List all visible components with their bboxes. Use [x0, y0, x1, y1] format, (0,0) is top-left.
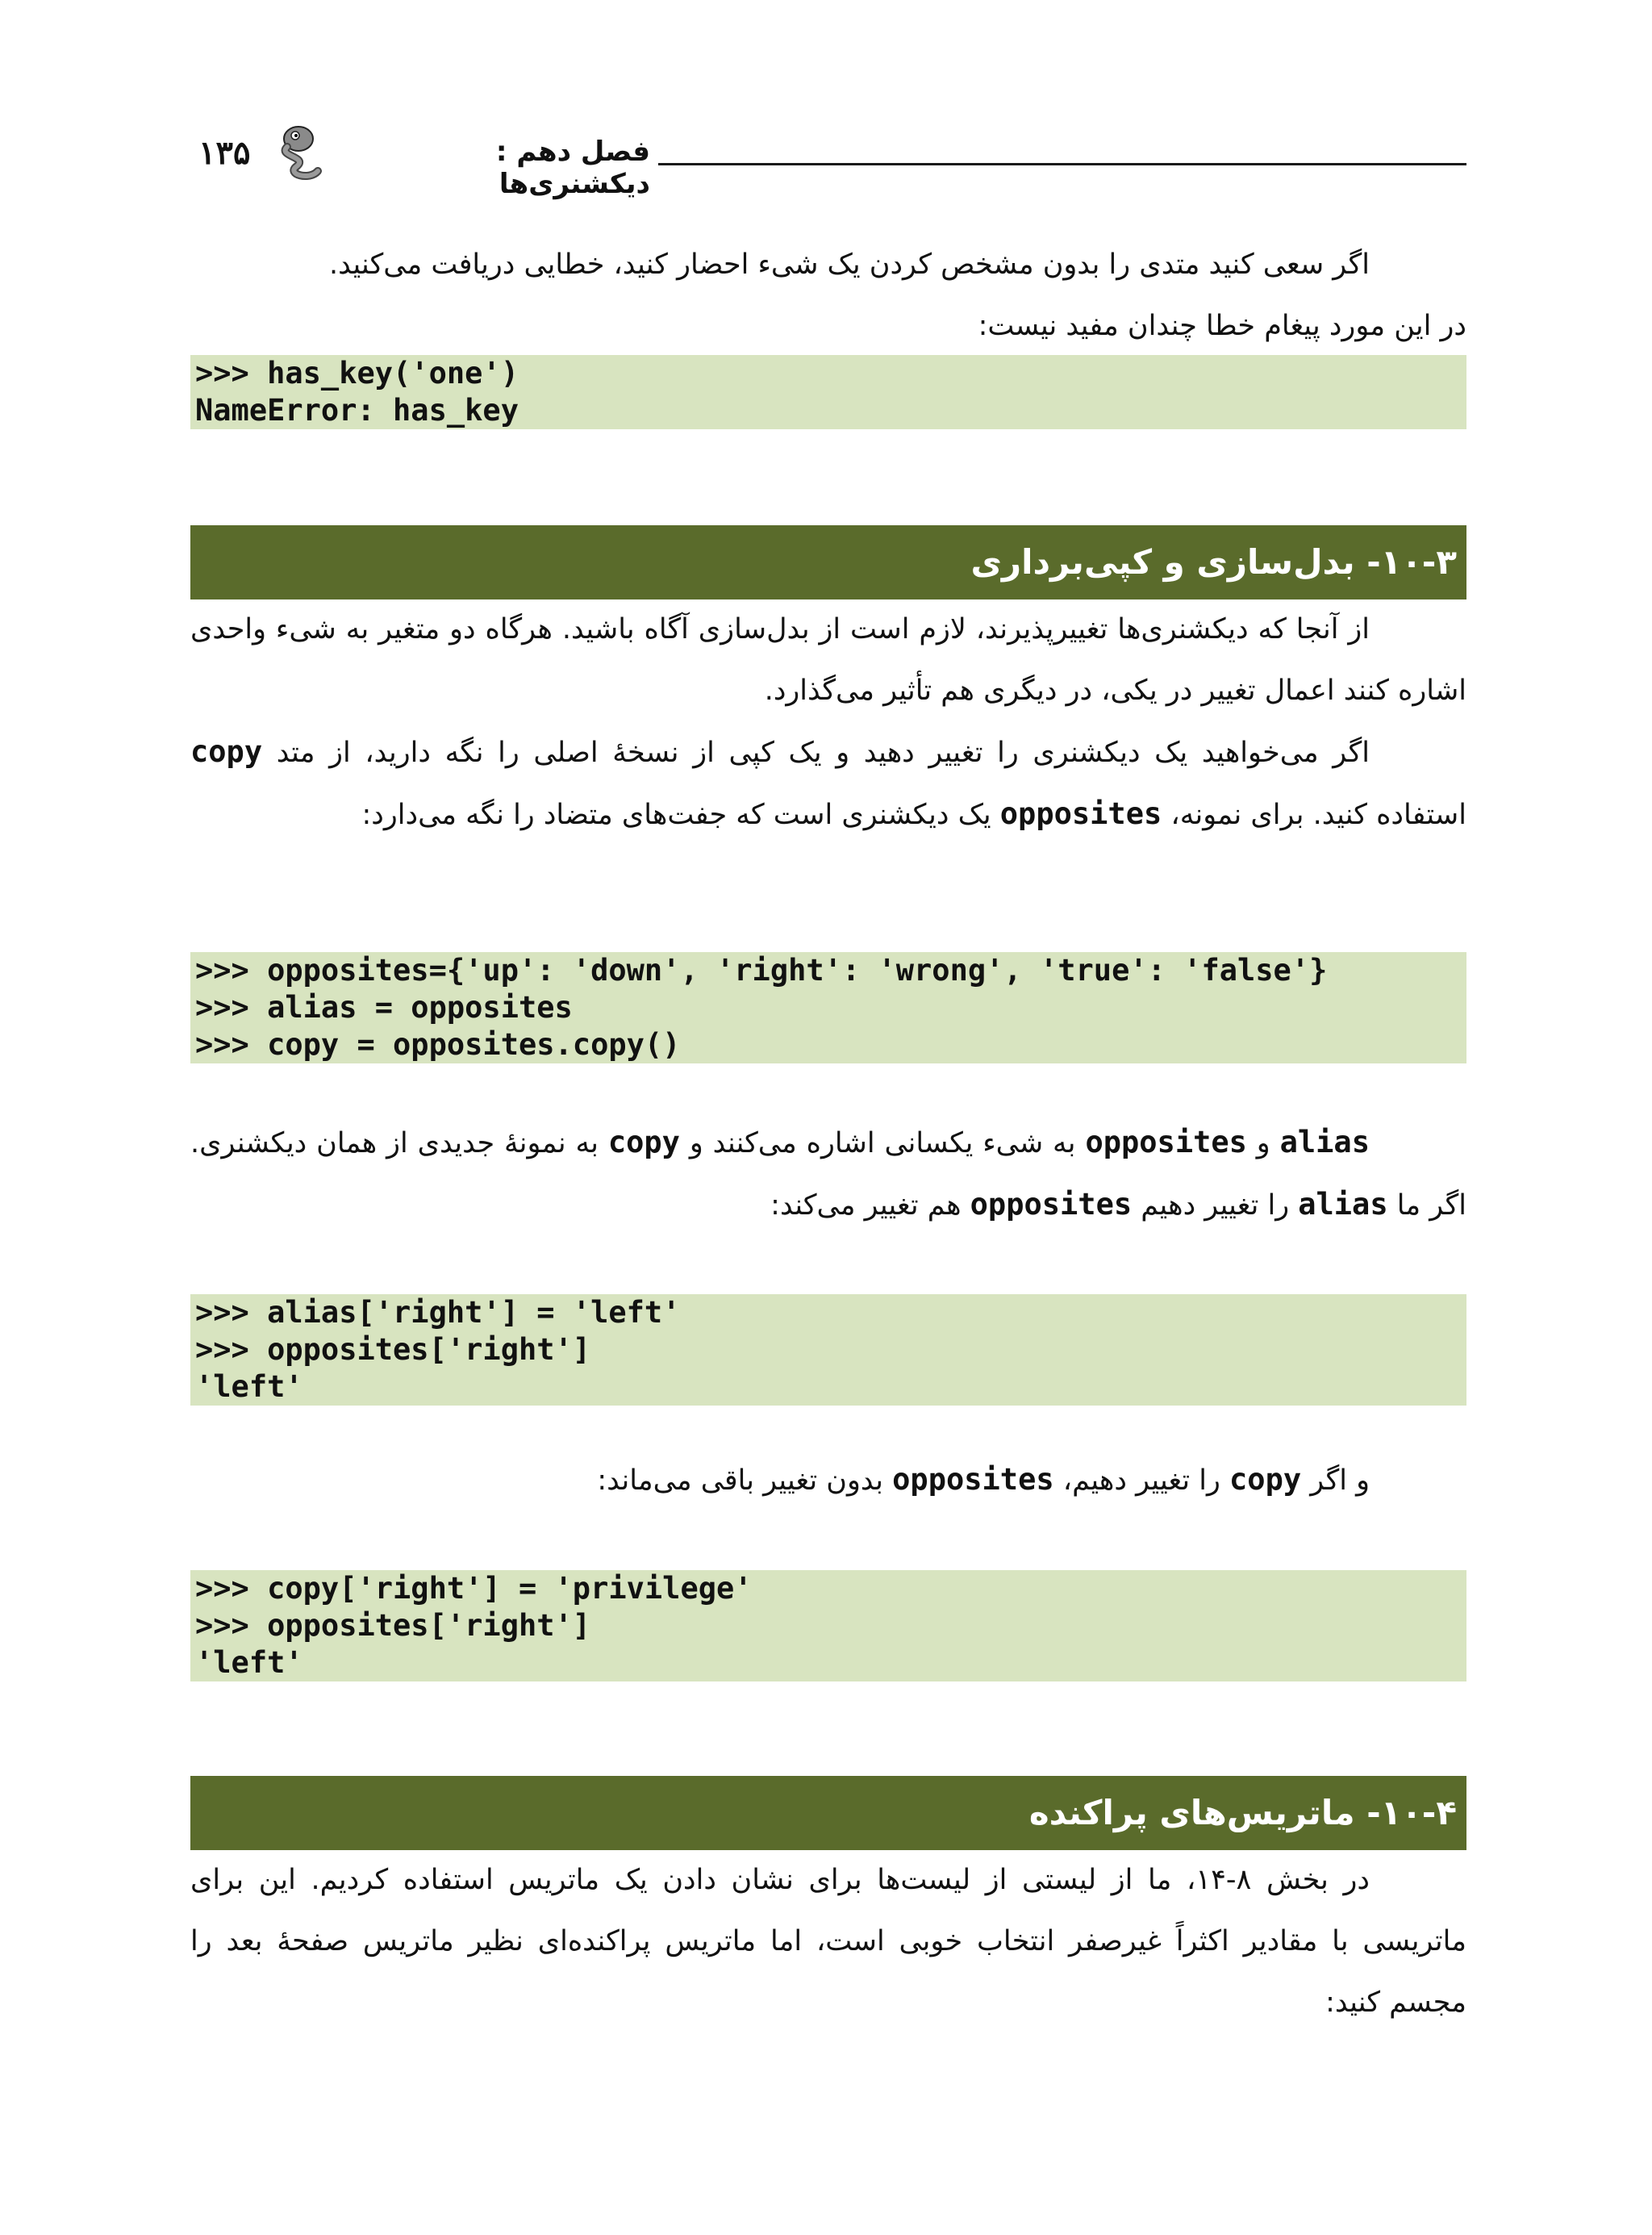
section-heading-aliasing	[190, 525, 1466, 599]
code-block-has-key	[190, 355, 1466, 429]
inline-code: alias	[1279, 1125, 1370, 1159]
inline-code: opposites	[970, 1187, 1133, 1222]
intro-paragraph	[190, 234, 1466, 357]
code-line: 'left'	[195, 1369, 303, 1404]
alias-explanation-paragraph	[190, 1112, 1466, 1236]
text-run: استفاده کنید. برای نمونه،	[1162, 799, 1466, 831]
text-run: به شیء یکسانی اشاره می‌کنند و	[679, 1127, 1086, 1159]
inline-code: copy	[190, 734, 263, 769]
copy-explanation-paragraph	[190, 1449, 1466, 1511]
inline-code: alias	[1298, 1187, 1388, 1222]
code-line: >>> alias = opposites	[195, 990, 573, 1025]
snake-mascot-icon	[271, 121, 327, 184]
inline-code: copy	[1229, 1462, 1302, 1497]
inline-code: opposites	[892, 1462, 1054, 1497]
text-run: به نمونهٔ جدیدی از همان دیکشنری. اگر ما	[190, 1127, 1466, 1222]
text-run: بدون تغییر باقی می‌ماند:	[597, 1464, 893, 1497]
code-line: >>> has_key('one')	[195, 356, 519, 391]
text-run: یک دیکشنری است که جفت‌های متضاد را نگه می‌دارد:	[361, 799, 1000, 831]
code-line: >>> opposites['right']	[195, 1332, 591, 1367]
section-heading-sparse-matrices	[190, 1776, 1466, 1850]
header-rule	[658, 163, 1466, 165]
paragraph-text	[190, 1449, 1466, 1511]
text-run: اگر می‌خواهید یک دیکشنری را تغییر دهید و یک کپی از نسخهٔ اصلی را نگه دارید، از متد	[262, 737, 1370, 769]
aliasing-paragraph	[190, 599, 1466, 846]
page-number: ۱۳۵	[198, 134, 251, 172]
chapter-title: فصل دهم : دیکشنری‌ها	[495, 136, 650, 200]
text-run: را تغییر دهیم	[1132, 1189, 1299, 1222]
text-run: را تغییر دهیم،	[1053, 1464, 1230, 1497]
page-header	[190, 121, 1466, 200]
paragraph-text: از آنجا که دیکشنری‌ها تغییرپذیرند، لازم است از بدل‌سازی آگاه باشید. هرگاه دو متغیر به شیء واحدی اشاره کنند اعمال تغییر در یکی، در دیگری هم تأثیر می‌گذارد.	[190, 613, 1466, 707]
inline-code: copy	[607, 1125, 680, 1159]
inline-code: opposites	[999, 796, 1162, 831]
code-line: NameError: has_key	[195, 393, 519, 428]
code-block-opposites	[190, 952, 1466, 1063]
code-line: 'left'	[195, 1645, 303, 1680]
inline-code: opposites	[1085, 1125, 1247, 1159]
text-run: و اگر	[1301, 1464, 1370, 1497]
paragraph-text	[190, 1112, 1466, 1236]
sparse-matrix-paragraph	[190, 1849, 1466, 2033]
code-line: >>> alias['right'] = 'left'	[195, 1295, 681, 1330]
section-title: ۱۰-۳- بدل‌سازی و کپی‌برداری	[970, 542, 1457, 582]
code-block-copy-change	[190, 1570, 1466, 1681]
text-run: هم تغییر می‌کند:	[770, 1189, 970, 1222]
text-run: و	[1246, 1127, 1280, 1159]
code-line: >>> opposites['right']	[195, 1608, 591, 1643]
code-line: >>> opposites={'up': 'down', 'right': 'wrong', 'true': 'false'}	[195, 953, 1328, 988]
section-title: ۱۰-۴- ماتریس‌های پراکنده	[1028, 1793, 1457, 1832]
paragraph-text: در بخش ۸-۱۴، ما از لیستی از لیست‌ها برای نشان دادن یک ماتریس استفاده کردیم. این برای ماتریسی با مقادیر اکثراً غیرصفر انتخاب خوبی است، اما ماتریس پراکنده‌ای نظیر ماتریس صفحهٔ بعد را مجسم کنید:	[190, 1864, 1466, 2019]
paragraph-line: اگر سعی کنید متدی را بدون مشخص کردن یک شیء احضار کنید، خطایی دریافت می‌کنید.	[329, 249, 1370, 281]
code-line: >>> copy['right'] = 'privilege'	[195, 1571, 753, 1606]
paragraph-line: در این مورد پیغام خطا چندان مفید نیست:	[978, 310, 1466, 342]
paragraph-text	[190, 721, 1466, 846]
code-block-alias-change	[190, 1294, 1466, 1406]
code-line: >>> copy = opposites.copy()	[195, 1027, 681, 1062]
